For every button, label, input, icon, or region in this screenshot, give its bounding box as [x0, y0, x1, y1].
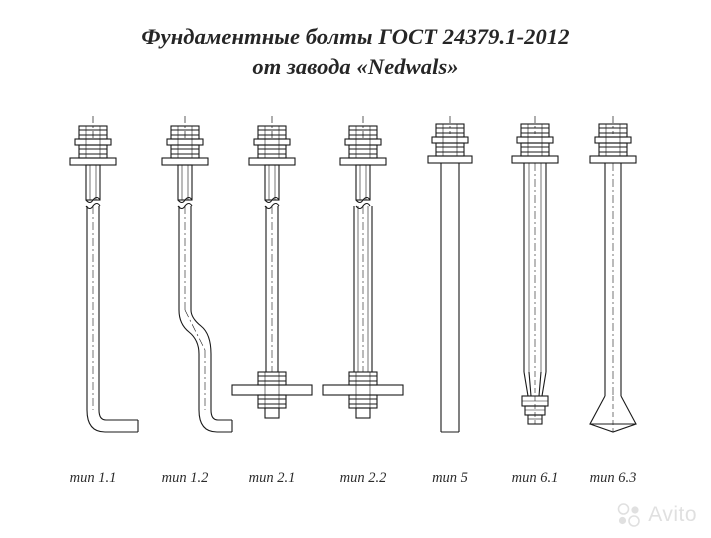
avito-watermark-text: Avito	[648, 503, 697, 526]
bolt-labels-row	[0, 470, 711, 492]
bolt-label-type-1-2: тип 1.2	[161, 470, 209, 486]
bolt-label-type-6-1: тип 6.1	[511, 470, 559, 486]
bolt-label-type-2-1: тип 2.1	[248, 470, 296, 486]
bolt-type-1-2	[162, 116, 232, 432]
title-line-2: от завода «Nedwals»	[252, 54, 459, 79]
bolt-type-6-3	[590, 116, 636, 432]
avito-watermark	[616, 502, 697, 528]
bolt-type-2-2	[323, 116, 403, 418]
bolt-label-type-2-2: тип 2.2	[339, 470, 387, 486]
bolt-label-type-6-3: тип 6.3	[589, 470, 637, 486]
bolt-type-1-1	[70, 116, 138, 432]
bolts-diagram	[0, 110, 711, 460]
title-line-1: Фундаментные болты ГОСТ 24379.1-2012	[141, 24, 570, 49]
page-title	[0, 22, 711, 82]
bolt-label-type-5: тип 5	[432, 470, 468, 486]
bolt-type-6-1	[512, 116, 558, 424]
bolt-type-2-1	[232, 116, 312, 418]
bolt-type-5	[428, 116, 472, 432]
bolt-label-type-1-1: тип 1.1	[69, 470, 117, 486]
avito-logo-icon	[616, 502, 642, 528]
bolts-drawing-svg	[0, 110, 711, 460]
